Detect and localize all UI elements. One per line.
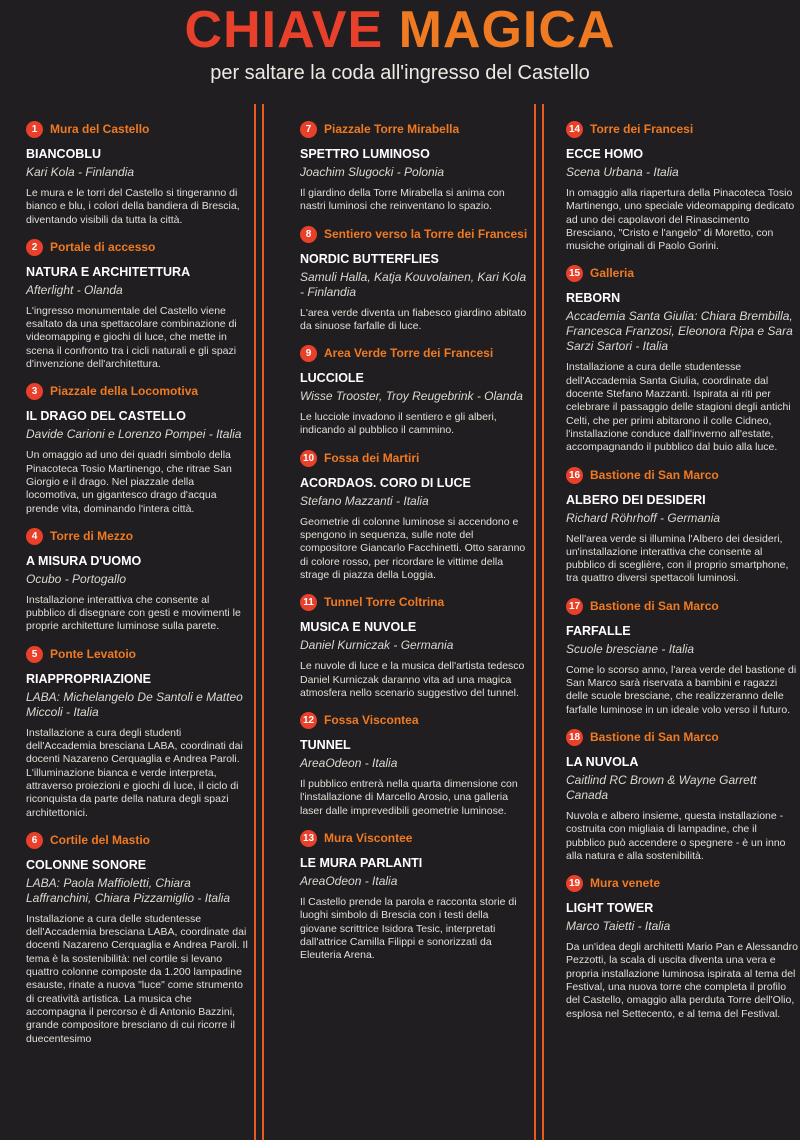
- artist-name: Samuli Halla, Katja Kouvolainen, Kari Kola - Finlandia: [300, 269, 527, 299]
- artist-name: Wisse Trooster, Troy Reugebrink - Olanda: [300, 389, 523, 404]
- entry-description: Come lo scorso anno, l'area verde del bastione di San Marco sarà riservata a bambini e ragazzi delle scuole bresciane, che realizzeranno delle farfalle luminose in un ideale volo verso il futuro.: [566, 663, 797, 716]
- location-name: Fossa dei Martiri: [324, 450, 420, 465]
- work-title: MUSICA E NUVOLE: [300, 620, 417, 635]
- location-pin-icon: 10: [300, 450, 317, 467]
- artist-name: Scena Urbana - Italia: [566, 165, 679, 179]
- entry-description: Installazione interattiva che consente al pubblico di disegnare con gesti e movimenti le proprie architetture luminose sulla parete.: [26, 593, 241, 633]
- program-entry: [300, 713, 528, 818]
- entry-location: [300, 346, 528, 362]
- entry-location: [26, 240, 248, 256]
- program-entry: [300, 451, 528, 582]
- artist-name: AreaOdeon - Italia: [300, 874, 398, 889]
- column-2: [300, 122, 528, 976]
- column-1: [26, 122, 248, 1059]
- entry-description: Nuvola e albero insieme, questa installazione - costruita con migliaia di lampadine, che il pubblico può accendere o spegnere - è un inno alla natura e alla sostenibilità.: [566, 809, 786, 862]
- artist-name: Kari Kola - Finlandia: [26, 165, 135, 179]
- program-entry: [300, 122, 528, 214]
- location-pin-icon: 17: [566, 598, 583, 615]
- column-divider: [254, 104, 264, 1140]
- location-name: Fossa Viscontea: [324, 713, 419, 728]
- entry-description: L'ingresso monumentale del Castello viene esaltato da una spettacolare combinazione di videomapping e giochi di luce, che mette in scena il confronto tra i cicli naturali e gli spazi d'invenzione dell'architettura.: [26, 304, 237, 371]
- program-entry: [566, 876, 798, 1021]
- entry-description: L'area verde diventa un fiabesco giardino abitato da sinuose farfalle di luce.: [300, 306, 527, 332]
- entry-description: Installazione a cura delle studentesse dell'Accademia Santa Giulia, coordinate dal docente Stefano Mazzanti. Ispirata ai riti per celebrare il passaggio delle stagioni degli antichi Celti, che per primi abitarono il colle Cidneo, l'installazione conduce dall'inverno all'estate, accompagnando il pubblico dal buio alla luce.: [566, 361, 791, 454]
- location-name: Mura Viscontee: [324, 831, 413, 846]
- location-name: Mura venete: [590, 876, 661, 891]
- artist-name: Joachim Slugocki - Polonia: [300, 165, 445, 179]
- location-name: Bastione di San Marco: [590, 467, 719, 482]
- program-entry: [566, 266, 798, 454]
- column-divider: [534, 104, 544, 1140]
- location-pin-icon: 15: [566, 265, 583, 282]
- entry-description: Le lucciole invadono il sentiero e gli alberi, indicando al pubblico il cammino.: [300, 411, 497, 437]
- artist-name: Scuole bresciane - Italia: [566, 641, 695, 656]
- program-entry: [26, 833, 248, 1046]
- work-title: ACORDAOS. CORO DI LUCE: [300, 475, 471, 490]
- program-entry: [566, 122, 798, 253]
- entry-description: Le mura e le torri del Castello si tingeranno di bianco e blu, i colori della bandiera di Brescia, diventando visibili da tutta la città.: [26, 187, 240, 226]
- work-title: LE MURA PARLANTI: [300, 856, 423, 871]
- page-subtitle: per saltare la coda all'ingresso del Castello: [210, 62, 590, 84]
- entry-location: [300, 595, 528, 611]
- location-name: Torre dei Francesi: [590, 122, 694, 136]
- entry-description: In omaggio alla riapertura della Pinacoteca Tosio Martinengo, uno speciale videomapping dedicato ad uno dei capolavori del Rinascimento Bresciano, "Cristo e l'angelo" di Moretto, con musiche originali di Paolo Gorini.: [566, 187, 795, 253]
- artist-name: Davide Carioni e Lorenzo Pompei - Italia: [26, 427, 242, 442]
- location-pin-icon: 3: [26, 383, 43, 400]
- entry-description: Le nuvole di luce e la musica dell'artista tedesco Daniel Kurniczak daranno vita ad una magica atmosfera nello scenario suggestivo del tunnel.: [300, 660, 525, 699]
- entry-location: [566, 730, 798, 746]
- location-pin-icon: 12: [300, 712, 317, 729]
- work-title: LIGHT TOWER: [566, 901, 654, 916]
- location-name: Bastione di San Marco: [590, 729, 719, 744]
- location-pin-icon: 1: [26, 121, 43, 138]
- work-title: NORDIC BUTTERFLIES: [300, 251, 439, 266]
- location-name: Tunnel Torre Coltrina: [324, 595, 445, 610]
- work-title: SPETTRO LUMINOSO: [300, 147, 430, 161]
- location-name: Torre di Mezzo: [50, 528, 134, 543]
- entry-location: [300, 451, 528, 467]
- location-name: Bastione di San Marco: [590, 598, 719, 613]
- entry-location: [26, 833, 248, 849]
- entry-location: [26, 647, 248, 663]
- location-pin-icon: 7: [300, 121, 317, 138]
- entry-location: [566, 122, 798, 138]
- entry-location: [300, 122, 528, 138]
- location-pin-icon: 2: [26, 239, 43, 256]
- program-entry: [26, 647, 248, 820]
- artist-name: LABA: Michelangelo De Santoli e Matteo Miccoli - Italia: [26, 689, 243, 719]
- location-pin-icon: 14: [566, 121, 583, 138]
- artist-name: Richard Röhrhoff - Germania: [566, 510, 721, 525]
- program-entry: [300, 227, 528, 334]
- location-pin-icon: 8: [300, 226, 317, 243]
- entry-description: Da un'idea degli architetti Mario Pan e Alessandro Pezzotti, la scala di uscita diventa una vera e propria installazione luminosa ispirata al tema del Festival, una nuova torre che completa il profilo del Castello, omaggio alla perduta Torre dell'Olio, esplosa nel Settecento, e al tema del Festival.: [566, 941, 798, 1020]
- location-pin-icon: 11: [300, 594, 317, 611]
- work-title: BIANCOBLU: [26, 147, 101, 161]
- page-title: [0, 2, 800, 58]
- artist-name: LABA: Paola Maffioletti, Chiara Laffranchini, Chiara Pizzamiglio - Italia: [26, 875, 231, 905]
- entry-description: Il giardino della Torre Mirabella si anima con nastri luminosi che reinventano lo spazio.: [300, 187, 505, 213]
- program-entry: [26, 384, 248, 515]
- entry-location: [300, 227, 528, 243]
- title-word-1: CHIAVE: [184, 1, 384, 59]
- artist-name: Daniel Kurniczak - Germania: [300, 638, 454, 653]
- work-title: COLONNE SONORE: [26, 857, 147, 872]
- entry-description: Geometrie di colonne luminose si accendono e spengono in sequenza, sulle note del compositore Giancarlo Facchinetti. Otto saranno di colore rosso, per ricordare le vittime della strage di piazza della Loggia.: [300, 515, 526, 581]
- entry-description: Il Castello prende la parola e racconta storie di luoghi simbolo di Brescia con i testi della giovane scrittrice Isidora Tesic, interpretati dall'attrice Camilla Filippi e sonorizzati da Eleuteria Arena.: [300, 896, 517, 962]
- work-title: A MISURA D'UOMO: [26, 553, 142, 568]
- artist-name: Stefano Mazzanti - Italia: [300, 493, 429, 508]
- location-pin-icon: 18: [566, 729, 583, 746]
- location-pin-icon: 6: [26, 832, 43, 849]
- entry-location: [300, 713, 528, 729]
- location-name: Piazzale Torre Mirabella: [324, 122, 460, 136]
- location-pin-icon: 16: [566, 467, 583, 484]
- location-pin-icon: 4: [26, 528, 43, 545]
- location-name: Area Verde Torre dei Francesi: [324, 346, 494, 361]
- location-pin-icon: 5: [26, 646, 43, 663]
- artist-name: Marco Taietti - Italia: [566, 919, 671, 934]
- entry-location: [26, 122, 248, 138]
- entry-location: [26, 384, 248, 400]
- work-title: REBORN: [566, 291, 621, 306]
- entry-description: Nell'area verde si illumina l'Albero dei desideri, un'installazione interattiva che consente al pubblico di sceglière, con il proprio smartphone, tra quattro diversi spettacoli luminosi.: [566, 532, 789, 585]
- program-entry: [566, 468, 798, 586]
- entry-location: [566, 468, 798, 484]
- artist-name: Accademia Santa Giulia: Chiara Brembilla, Francesca Franzosi, Eleonora Ripa e Sara Sarzi Sartori - Italia: [566, 309, 793, 354]
- location-name: Piazzale della Locomotiva: [50, 384, 199, 399]
- location-pin-icon: 19: [566, 875, 583, 892]
- header: [0, 0, 800, 94]
- entry-description: Il pubblico entrerà nella quarta dimensione con l'installazione di Marcello Arosio, una galleria laser dalle imprevedibili geometrie luminose.: [300, 778, 518, 817]
- entry-location: [300, 831, 528, 847]
- entry-location: [566, 876, 798, 892]
- work-title: TUNNEL: [300, 738, 351, 753]
- program-entry: [566, 730, 798, 863]
- program-entry: [300, 831, 528, 962]
- work-title: RIAPPROPRIAZIONE: [26, 671, 152, 686]
- location-name: Cortile del Mastio: [50, 832, 151, 847]
- location-name: Sentiero verso la Torre dei Francesi: [324, 226, 528, 241]
- program-entry: [300, 595, 528, 700]
- entry-description: Installazione a cura delle studentesse dell'Accademia bresciana LABA, coordinate dai docenti Nazareno Cerquaglia e Andrea Paroli. Il tema è la sostenibilità: nel cortile si levano quattro colonne composte da 1.200 lampadine esauste, rinate a nuova "luce" come strumento di creatività artistica. La musica che accompagna il percorso è di Antonio Bazzini, grande compositore bresciano di cui ricorre il duecentesimo: [26, 912, 248, 1045]
- location-name: Mura del Castello: [50, 122, 150, 136]
- program-entry: [26, 122, 248, 227]
- location-name: Portale di accesso: [50, 239, 156, 254]
- column-3: [566, 122, 798, 1034]
- program-entry: [566, 599, 798, 717]
- artist-name: Caitlind RC Brown & Wayne Garrett Canada: [566, 772, 757, 802]
- location-name: Galleria: [590, 266, 635, 281]
- entry-description: Installazione a cura degli studenti dell'Accademia bresciana LABA, coordinati dai docenti Nazareno Cerquaglia e Andrea Paroli. L'illuminazione bianca e verde interpreta, attraverso proiezioni e giochi di luce, il ciclo di riconquista da parte della natura degli spazi architettonici.: [26, 726, 243, 819]
- work-title: LUCCIOLE: [300, 371, 364, 386]
- work-title: LA NUVOLA: [566, 754, 639, 769]
- program-entry: [26, 529, 248, 634]
- artist-name: Ocubo - Portogallo: [26, 571, 127, 586]
- entry-location: [566, 266, 798, 282]
- entry-location: [26, 529, 248, 545]
- title-word-2: MAGICA: [398, 1, 616, 59]
- work-title: IL DRAGO DEL CASTELLO: [26, 409, 186, 424]
- entry-location: [566, 599, 798, 615]
- location-name: Ponte Levatoio: [50, 646, 137, 661]
- location-pin-icon: 9: [300, 345, 317, 362]
- work-title: ECCE HOMO: [566, 147, 644, 161]
- artist-name: Afterlight - Olanda: [26, 282, 123, 297]
- program-entry: [26, 240, 248, 371]
- artist-name: AreaOdeon - Italia: [300, 756, 398, 771]
- work-title: NATURA E ARCHITETTURA: [26, 264, 191, 279]
- work-title: ALBERO DEI DESIDERI: [566, 492, 706, 507]
- entry-description: Un omaggio ad uno dei quadri simbolo della Pinacoteca Tosio Martinengo, che ritrae San Giorgio e il drago. Nel piazzale della locomotiva, un gigantesco drago d'acqua prende vita, dominando l'intera città.: [26, 449, 232, 515]
- location-pin-icon: 13: [300, 830, 317, 847]
- program-entry: [300, 346, 528, 438]
- work-title: FARFALLE: [566, 623, 631, 638]
